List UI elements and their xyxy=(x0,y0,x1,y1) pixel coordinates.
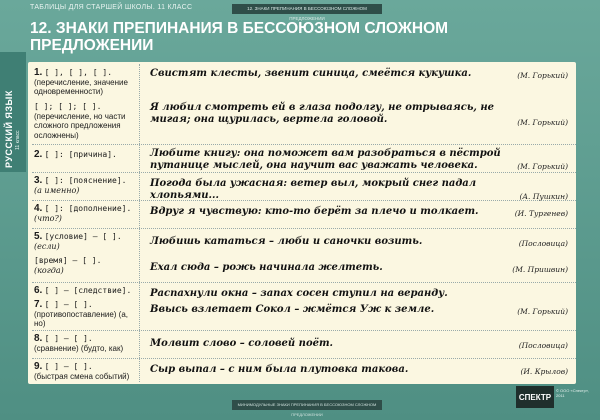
row-divider xyxy=(32,144,576,145)
example-text: Сыр выпал – с ним была плутовка такова. xyxy=(150,364,409,375)
example-source: (М. Горький) xyxy=(517,307,568,316)
rule-scheme: [ ]: [причина]. xyxy=(44,150,117,159)
example-text: Я любил смотреть ей в глаза подолгу, не отрываясь, не мигая; она щурилась, вертела головой. xyxy=(150,102,495,125)
rule-note: (противопоставление) (а, но) xyxy=(34,309,129,328)
rule-number: 1. xyxy=(34,67,43,78)
rule-7 xyxy=(34,300,140,329)
example-source: (Пословица) xyxy=(518,239,568,248)
example-source: (И. Тургенев) xyxy=(514,209,568,218)
rule-number: 4. xyxy=(34,203,43,214)
rule-9 xyxy=(34,362,140,381)
rule-5b xyxy=(34,256,140,275)
series-label: ТАБЛИЦЫ ДЛЯ СТАРШЕЙ ШКОЛЫ. 11 КЛАСС xyxy=(30,4,193,11)
footer-caption: МИНИМОДУЛЬНЫЕ ЗНАКИ ПРЕПИНАНИЯ В БЕССОЮЗНОМ СЛОЖНОМ ПРЕДЛОЖЕНИИ xyxy=(232,400,382,410)
row-divider xyxy=(32,282,576,283)
row-divider xyxy=(32,358,576,359)
rule-scheme: [ ], [ ], [ ]. xyxy=(44,68,113,77)
rule-note: (перечисление, но части сложного предложения осложнены) xyxy=(34,111,126,140)
side-subtitle: 11 класс xyxy=(15,130,21,150)
rule-6 xyxy=(34,286,140,296)
example-source: (Пословица) xyxy=(518,341,568,350)
top-caption: 12. ЗНАКИ ПРЕПИНАНИЯ В БЕССОЮЗНОМ СЛОЖНОМ ПРЕДЛОЖЕНИИ xyxy=(232,4,382,14)
rule-1b xyxy=(34,102,140,140)
rule-number: 8. xyxy=(34,333,43,344)
page-title: 12. ЗНАКИ ПРЕПИНАНИЯ В БЕССОЮЗНОМ СЛОЖНОМ ПРЕДЛОЖЕНИИ xyxy=(30,20,449,54)
rule-1 xyxy=(34,68,140,97)
example-text: Любишь кататься – люби и саночки возить. xyxy=(150,236,423,247)
example-source: (М. Пришвин) xyxy=(512,265,568,274)
example-source: (М. Горький) xyxy=(517,71,568,80)
side-title xyxy=(4,150,14,168)
rule-number: 9. xyxy=(34,361,43,372)
rule-scheme: [ ]: [пояснение]. xyxy=(44,176,127,185)
rule-note: (перечисление, значение одновременности) xyxy=(34,77,128,96)
rule-note: (сравнение) (будто, как) xyxy=(34,343,124,353)
example-text: Свистят клесты, звенит синица, смеётся кукушка. xyxy=(150,68,472,79)
rule-note: (если) xyxy=(34,241,60,251)
rule-number: 2. xyxy=(34,149,43,160)
rule-scheme: [ ] – [ ]. xyxy=(44,362,93,371)
example-text: Вдруг я чувствую: кто-то берёт за плечо и толкает. xyxy=(150,206,479,217)
rule-5 xyxy=(34,232,140,251)
rule-scheme: [условие] – [ ]. xyxy=(44,232,122,241)
rule-scheme: [ ]; [ ]; [ ]. xyxy=(34,102,102,111)
example-source: (А. Пушкин) xyxy=(519,192,568,201)
row-divider xyxy=(32,172,576,173)
rule-3 xyxy=(34,176,140,195)
example-text: Погода была ужасная: ветер выл, мокрый снег падал хлопьями... xyxy=(150,178,477,201)
rule-2 xyxy=(34,150,140,160)
rule-number: 3. xyxy=(34,175,43,186)
row-divider xyxy=(32,228,576,229)
publisher-logo: СПЕКТР xyxy=(516,386,554,408)
example-text: Распахнули окна – запах сосен ступил на веранду. xyxy=(150,288,448,299)
example-source: (И. Крылов) xyxy=(520,367,568,376)
rule-note: (а именно) xyxy=(34,185,80,195)
example-text: Молвит слово – соловей поёт. xyxy=(150,338,334,349)
example-source: (М. Горький) xyxy=(517,118,568,127)
rule-scheme: [ ] – [следствие]. xyxy=(44,286,132,295)
example-source: (М. Горький) xyxy=(517,162,568,171)
publisher-copyright: © ООО «Спектр», 2011 xyxy=(556,388,590,398)
rule-note: (когда) xyxy=(34,265,64,275)
rule-scheme: [ ]: [дополнение]. xyxy=(44,204,132,213)
rule-number: 7. xyxy=(34,299,43,310)
example-text: Ввысь взлетает Сокол – жмётся Уж к земле. xyxy=(150,304,435,315)
example-text: Любите книгу: она поможет вам разобраться в пёстрой путанице мыслей, она научит вас уважать человека. xyxy=(150,148,501,171)
rule-scheme: [время] – [ ]. xyxy=(34,256,102,265)
rule-4 xyxy=(34,204,140,223)
rule-number: 5. xyxy=(34,231,43,242)
rule-8 xyxy=(34,334,140,353)
rule-note: (быстрая смена событий) xyxy=(34,371,130,381)
row-divider xyxy=(32,330,576,331)
rule-scheme: [ ] – [ ]. xyxy=(44,334,93,343)
example-text: Ехал сюда – рожь начинала желтеть. xyxy=(150,262,383,273)
rule-number: 6. xyxy=(34,285,43,296)
rule-note: (что?) xyxy=(34,213,62,223)
rule-scheme: [ ] – [ ]. xyxy=(44,300,93,309)
